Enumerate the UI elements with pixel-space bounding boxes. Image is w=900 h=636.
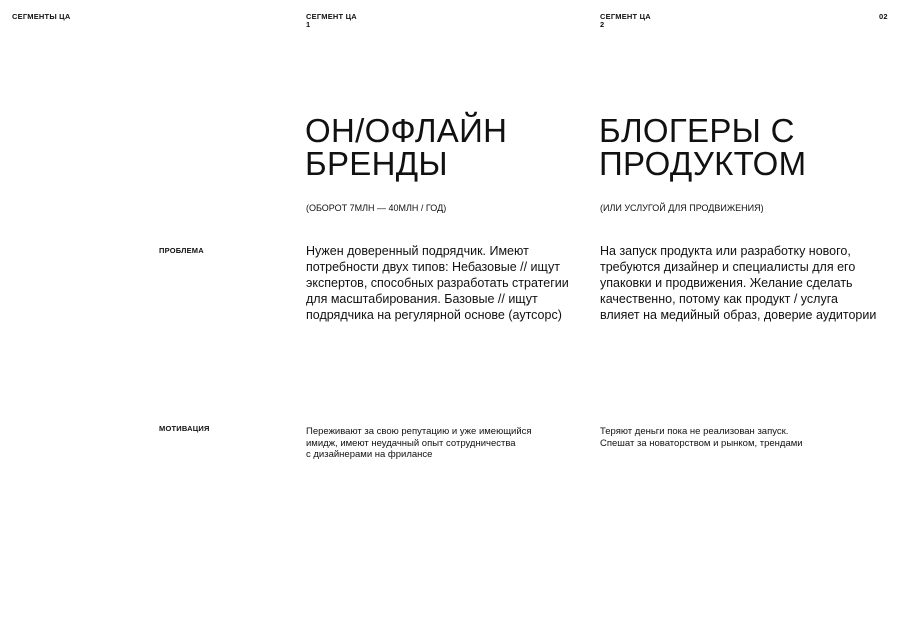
segment-1-problem-line: подрядчика на регулярной основе (аутсорс) xyxy=(306,308,562,322)
segment-1-problem xyxy=(306,243,591,323)
segment-2-subtitle: (ИЛИ УСЛУГОЙ ДЛЯ ПРОДВИЖЕНИЯ) xyxy=(600,203,764,213)
segment-1-motivation-line: имидж, имеют неудачный опыт сотрудничества xyxy=(306,437,516,449)
segment-2-title-line: ПРОДУКТОМ xyxy=(599,145,807,182)
segment-1-problem-line: потребности двух типов: Небазовые // ищут xyxy=(306,260,560,274)
segment-1-header-title: СЕГМЕНТ ЦА xyxy=(306,12,357,21)
segment-1-title xyxy=(305,114,590,180)
segment-2-problem-line: качественно, потому как продукт / услуга xyxy=(600,292,838,306)
segment-1-problem-line: Нужен доверенный подрядчик. Имеют xyxy=(306,244,529,258)
segment-1-problem-line: для масштабирования. Базовые // ищут xyxy=(306,292,538,306)
segment-1-title-line: БРЕНДЫ xyxy=(305,145,448,182)
segment-2-header-title: СЕГМЕНТ ЦА xyxy=(600,12,651,21)
segment-2-motivation-line: Спешат за новаторством и рынком, трендами xyxy=(600,437,803,449)
segment-1-problem-line: экспертов, способных разработать стратегии xyxy=(306,276,569,290)
problem-label: ПРОБЛЕМА xyxy=(159,246,204,255)
motivation-label: МОТИВАЦИЯ xyxy=(159,424,210,433)
segment-2-problem-line: упаковки и продвижения. Желание сделать xyxy=(600,276,853,290)
segment-1-header xyxy=(306,13,357,29)
segment-2-motivation-line: Теряют деньги пока не реализован запуск. xyxy=(600,426,789,437)
segment-1-motivation-line: Переживают за свою репутацию и уже имеющийся xyxy=(306,426,532,437)
segment-2-title-line: БЛОГЕРЫ С xyxy=(599,112,795,149)
segment-2-problem xyxy=(600,243,885,323)
segment-2-header xyxy=(600,13,651,29)
page-number: 02 xyxy=(879,12,888,21)
segment-2-problem-line: влияет на медийный образ, доверие аудитории xyxy=(600,308,877,322)
segment-1-motivation xyxy=(306,426,586,461)
segment-1-subtitle: (ОБОРОТ 7МЛН — 40МЛН / ГОД) xyxy=(306,203,447,213)
segment-1-header-number: 1 xyxy=(306,20,311,29)
segment-2-problem-line: требуются дизайнер и специалисты для его xyxy=(600,260,856,274)
segment-2-title xyxy=(599,114,884,180)
segment-2-header-number: 2 xyxy=(600,20,605,29)
segment-2-problem-line: На запуск продукта или разработку нового, xyxy=(600,244,851,258)
section-title: СЕГМЕНТЫ ЦА xyxy=(12,12,71,21)
segment-1-title-line: ОН/ОФЛАЙН xyxy=(305,112,508,149)
segment-1-motivation-line: с дизайнерами на фрилансе xyxy=(306,449,433,460)
segment-2-motivation xyxy=(600,426,880,449)
